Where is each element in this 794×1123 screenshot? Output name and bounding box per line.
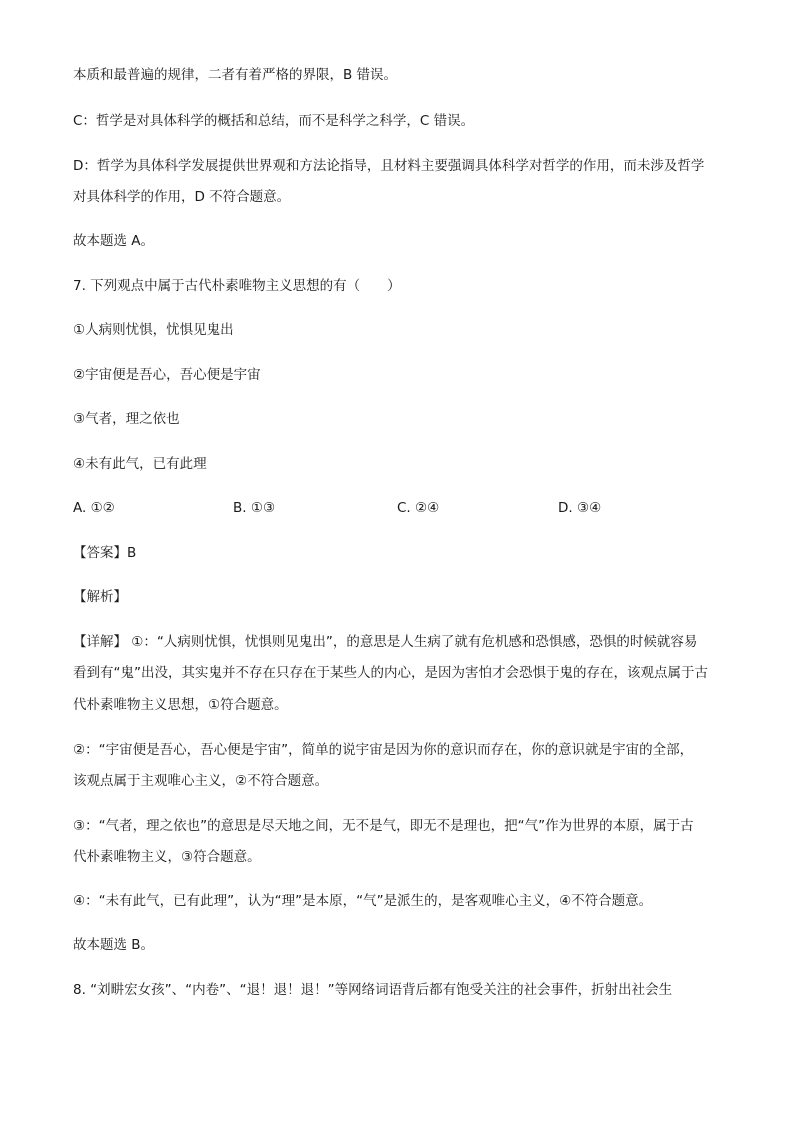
q7-detail-p2-line1: ②：“宇宙便是吾心，吾心便是宇宙”，简单的说宇宙是因为你的意识而存在，你的意识就是宇宙的全部， — [73, 742, 694, 758]
q7-detail-p4: ④：“未有此气，已有此理”，认为“理”是本原，“气”是派生的，是客观唯心主义，④不符合题意。 — [73, 893, 653, 909]
q7-conclusion: 故本题选 B。 — [73, 937, 155, 953]
q7-detail-p3-line2: 代朴素唯物主义，③符合题意。 — [73, 849, 261, 865]
q7-statement-1: ①人病则忧惧，忧惧见鬼出 — [73, 322, 234, 338]
q7-statement-4: ④未有此气，已有此理 — [73, 456, 207, 472]
q7-detail-p1-line2: 看到有“鬼”出没，其实鬼并不存在只存在于某些人的内心，是因为害怕才会恐惧于鬼的存在，该观点属于古 — [73, 665, 708, 681]
q6-conclusion: 故本题选 A。 — [73, 233, 155, 249]
q7-detail-p3-line1: ③：“气者，理之依也”的意思是尽天地之间，无不是气，即无不是理也，把“气”作为世界的本原，属于古 — [73, 818, 694, 834]
q7-option-a: A. ①② — [73, 500, 115, 516]
q8-stem: 8. “刘畊宏女孩”、“内卷”、“退！退！退！”等网络词语背后都有饱受关注的社会事件，折射出社会生 — [73, 982, 673, 998]
q7-option-c: C. ②④ — [397, 500, 440, 516]
q7-option-d: D. ③④ — [558, 500, 602, 516]
q7-detail-p1-line3: 代朴素唯物主义思想，①符合题意。 — [73, 697, 288, 713]
q6-explanation-line: 本质和最普遍的规律，二者有着严格的界限，B 错误。 — [73, 67, 398, 83]
q7-option-b: B. ①③ — [233, 500, 276, 516]
q7-detail-p1-line1: 【详解】 ①：“人病则忧惧，忧惧则见鬼出”，的意思是人生病了就有危机感和恐惧感，恐惧的时候就容易 — [73, 634, 698, 650]
q6-option-c-explanation: C：哲学是对具体科学的概括和总结，而不是科学之科学，C 错误。 — [73, 113, 475, 129]
q7-answer: 【答案】B — [73, 545, 137, 561]
q7-stem: 7. 下列观点中属于古代朴素唯物主义思想的有（ ） — [73, 278, 401, 294]
q7-detail-p2-line2: 该观点属于主观唯心主义，②不符合题意。 — [73, 773, 329, 789]
q6-option-d-explanation-line2: 对具体科学的作用，D 不符合题意。 — [73, 189, 291, 205]
q7-statement-3: ③气者，理之依也 — [73, 411, 180, 427]
q7-analysis-label: 【解析】 — [73, 589, 127, 605]
q7-statement-2: ②宇宙便是吾心，吾心便是宇宙 — [73, 367, 261, 383]
q6-option-d-explanation-line1: D：哲学为具体科学发展提供世界观和方法论指导，且材料主要强调具体科学对哲学的作用，而未涉及哲学 — [73, 158, 705, 174]
